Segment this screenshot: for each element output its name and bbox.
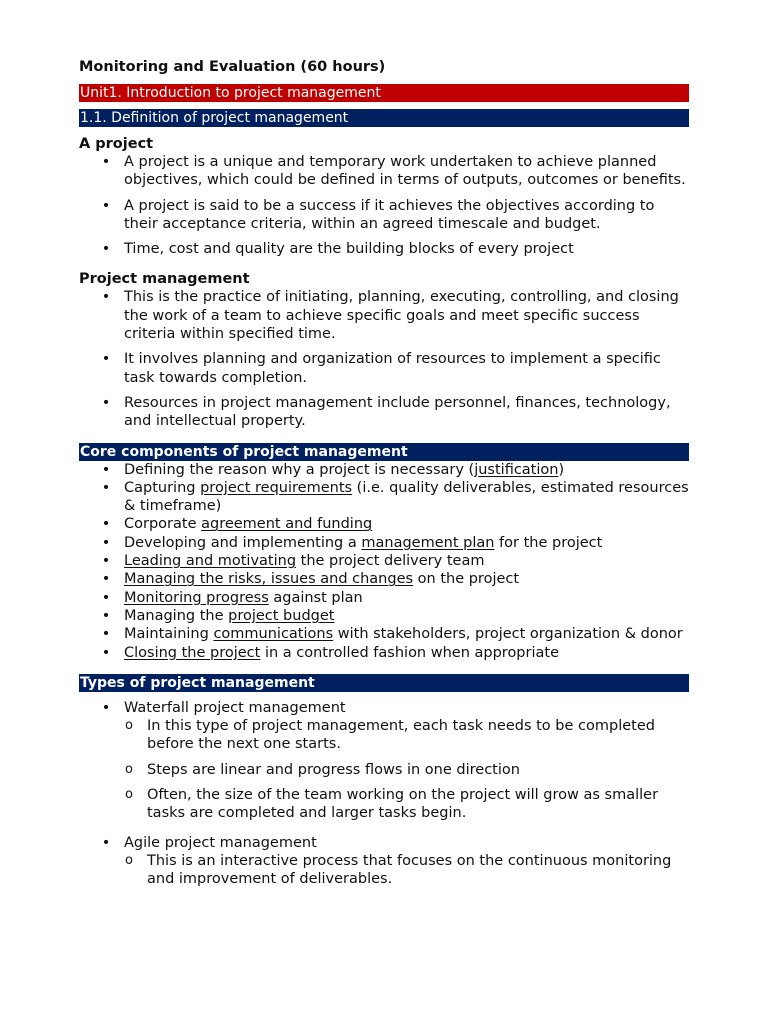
bullet-icon: • (101, 644, 111, 661)
bullet-icon: • (101, 394, 111, 411)
circle-bullet-icon: o (125, 761, 133, 777)
circle-bullet-icon: o (125, 787, 133, 803)
bullet-icon: • (101, 553, 111, 570)
pm-section (79, 270, 689, 430)
section-heading-bar: 1.1. Definition of project management (79, 109, 689, 127)
document-page (79, 57, 689, 889)
hyperlink[interactable]: project requirements (200, 479, 353, 496)
list-item: • This is the practice of initiating, planning, executing, controlling, and closing the work of a team to achieve specific goals and meet specific success criteria within specified time. (101, 289, 679, 343)
core-list (79, 461, 689, 662)
bullet-icon: • (101, 607, 111, 624)
hyperlink[interactable]: communications (213, 626, 334, 643)
hyperlink[interactable]: Closing the project (124, 644, 261, 661)
list-item: • Maintaining communications with stakeholders, project organization & donor (101, 626, 683, 643)
list-item: • Capturing project requirements (i.e. quality deliverables, estimated resources & timeframe) (101, 479, 689, 515)
waterfall-sublist (79, 717, 689, 822)
hyperlink[interactable]: Leading and motivating (124, 553, 297, 570)
circle-bullet-icon: o (125, 718, 133, 734)
circle-bullet-icon: o (125, 852, 133, 868)
pm-heading: Project management (79, 271, 250, 288)
bullet-icon: • (101, 197, 111, 214)
bullet-icon: • (101, 699, 111, 716)
hyperlink[interactable]: agreement and funding (201, 516, 373, 533)
types-list (79, 699, 689, 717)
bullet-icon: • (101, 534, 111, 551)
core-section (79, 443, 689, 662)
list-item: • Leading and motivating the project delivery team (101, 553, 485, 570)
bullet-icon: • (101, 479, 111, 496)
agile-sublist (79, 852, 689, 889)
hyperlink[interactable]: Managing the risks, issues and changes (124, 571, 414, 588)
list-item: • Defining the reason why a project is necessary (justification) (101, 461, 565, 478)
sub-list-item: o In this type of project management, each task needs to be completed before the next one starts. (125, 718, 655, 753)
list-item: • Corporate agreement and funding (101, 516, 373, 533)
types-section (79, 674, 689, 889)
bullet-icon: • (101, 516, 111, 533)
project-heading: A project (79, 136, 154, 152)
list-item: • Monitoring progress against plan (101, 589, 363, 606)
bullet-icon: • (101, 834, 111, 851)
bullet-icon: • (101, 241, 111, 258)
sub-list-item: o Steps are linear and progress flows in one direction (125, 761, 520, 778)
list-item: • Managing the project budget (101, 607, 335, 624)
list-item: • Developing and implementing a management plan for the project (101, 534, 603, 551)
types-heading-bar: Types of project management (79, 674, 689, 692)
project-section (79, 135, 689, 258)
list-item: • Agile project management (101, 834, 317, 851)
sub-list-item: o This is an interactive process that focuses on the continuous monitoring and improvement of deliverables. (125, 852, 672, 888)
bullet-icon: • (101, 289, 111, 306)
list-item: • A project is said to be a success if it achieves the objectives according to their acceptance criteria, within an agreed timescale and budget. (101, 197, 655, 232)
list-item: • It involves planning and organization of resources to implement a specific task towards completion. (101, 351, 661, 386)
list-item: • Time, cost and quality are the building blocks of every project (101, 241, 574, 258)
core-heading-bar: Core components of project management (79, 443, 689, 461)
sub-list-item: o Often, the size of the team working on the project will grow as smaller tasks are completed and larger tasks begin. (125, 787, 659, 822)
project-list (79, 153, 689, 258)
bullet-icon: • (101, 589, 111, 606)
hyperlink[interactable]: Monitoring progress (124, 589, 269, 606)
hyperlink[interactable]: management plan (361, 534, 495, 551)
pm-list (79, 288, 689, 430)
list-item: • A project is a unique and temporary work undertaken to achieve planned objectives, which could be defined in terms of outputs, outcomes or benefits. (101, 154, 686, 189)
bullet-icon: • (101, 571, 111, 588)
hyperlink[interactable]: project budget (228, 607, 335, 624)
types-list-agile (79, 834, 689, 852)
list-item: • Waterfall project management (101, 699, 346, 716)
list-item: • Closing the project in a controlled fashion when appropriate (101, 644, 559, 661)
bullet-icon: • (101, 154, 111, 170)
bullet-icon: • (101, 351, 111, 368)
list-item: • Managing the risks, issues and changes on the project (101, 571, 520, 588)
hyperlink[interactable]: justification (474, 461, 559, 478)
bullet-icon: • (101, 626, 111, 643)
unit-heading-bar: Unit1. Introduction to project management (79, 84, 689, 102)
document-title: Monitoring and Evaluation (60 hours) (79, 59, 386, 75)
bullet-icon: • (101, 461, 111, 478)
list-item: • Resources in project management include personnel, finances, technology, and intellectual property. (101, 394, 671, 430)
